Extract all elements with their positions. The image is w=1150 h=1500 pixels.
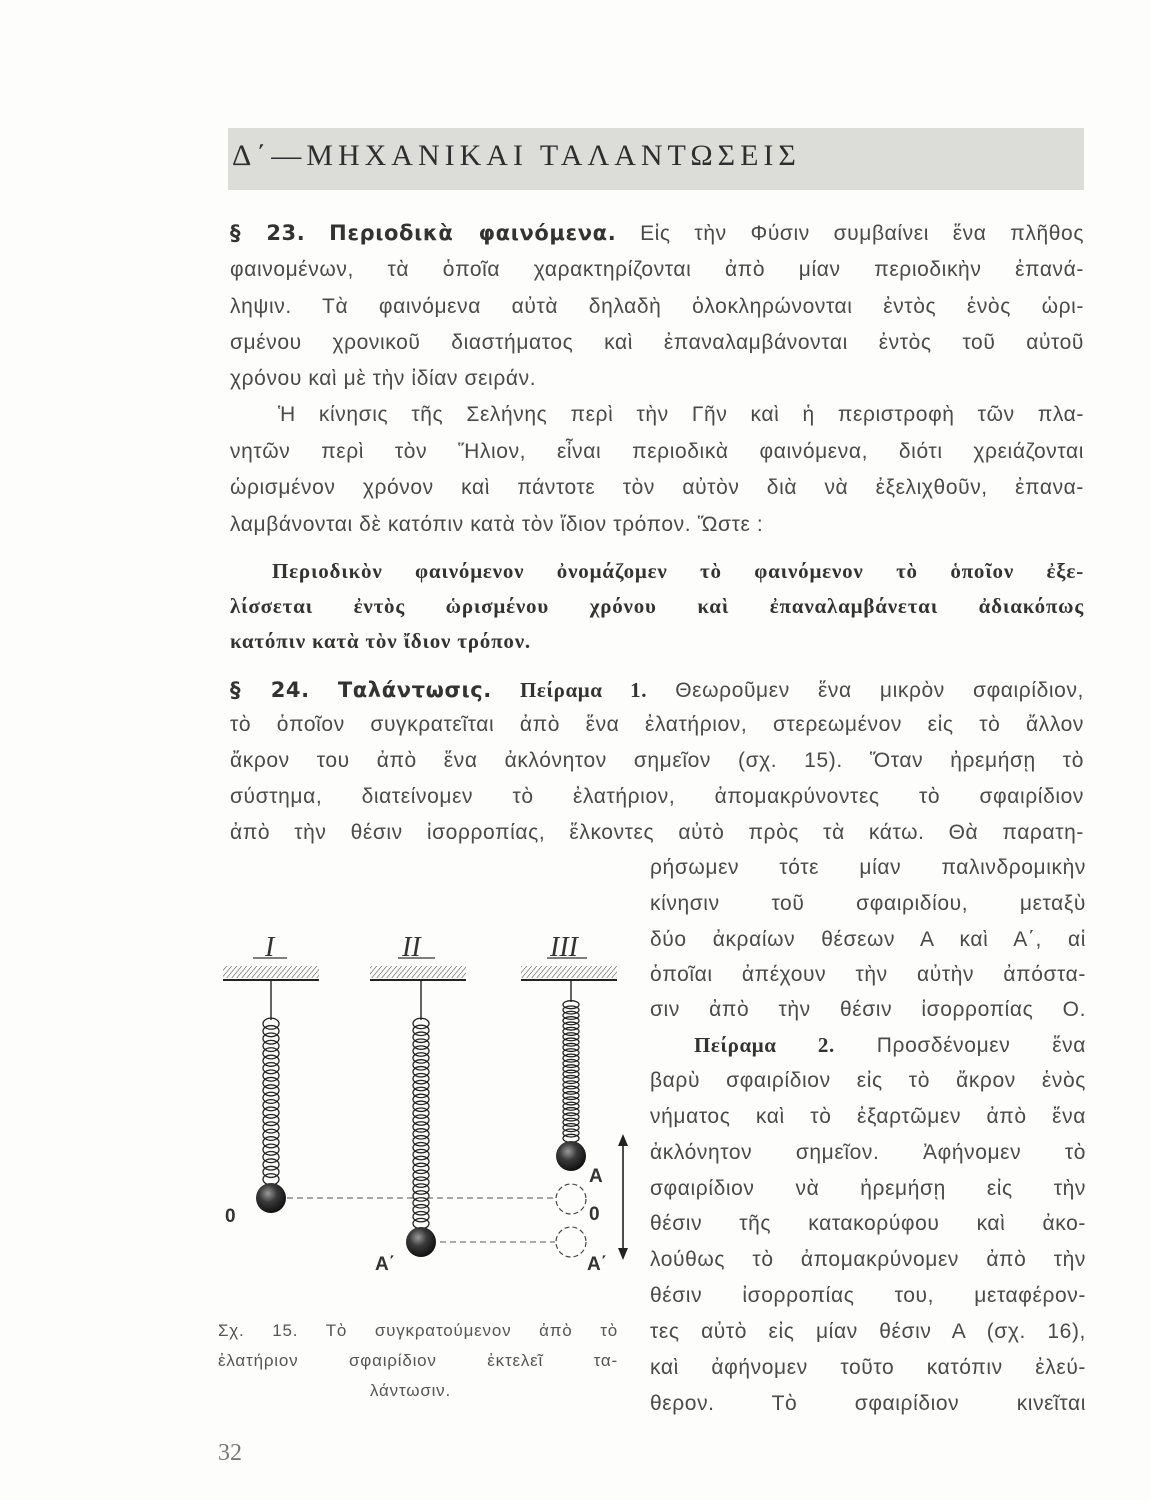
spring-1 bbox=[263, 980, 279, 1185]
section-23-line-4: σμένου χρονικοῦ διαστήματος καὶ ἐπαναλαμβάνονται ἐντὸς τοῦ αὐτοῦ bbox=[230, 331, 1084, 354]
ball-upper-extreme bbox=[556, 1141, 586, 1171]
right-col-line-2: κίνησιν τοῦ σφαιριδίου, μεταξὺ bbox=[650, 892, 1086, 915]
definition-line-2: λίσσεται ἐντὸς ὡρισμένου χρόνου καὶ ἐπαναλαμβάνεται ἀδιακόπως bbox=[230, 594, 1084, 618]
ceiling-support-1 bbox=[223, 966, 319, 980]
section-24-line-1: § 24. Ταλάντωσις. Πείραμα 1. Θεωροῦμεν ἕνα μικρὸν σφαιρίδιον, bbox=[230, 678, 1084, 702]
definition-line-3: κατόπιν κατὰ τὸν ἴδιον τρόπον. bbox=[230, 629, 531, 653]
amplitude-arrow bbox=[618, 1134, 628, 1260]
experiment-1-label: Πείραμα 1. bbox=[520, 678, 648, 702]
right-col-line-6: Πείραμα 2. Προσδένομεν ἕνα bbox=[694, 1033, 1086, 1057]
label-O-right: 0 bbox=[589, 1204, 600, 1225]
section-24-number: § 24. bbox=[230, 678, 310, 702]
label-A-prime-right: A΄ bbox=[587, 1254, 608, 1275]
right-col-line-5: σιν ἀπὸ τὴν θέσιν ἰσορροπίας Ο. bbox=[650, 998, 1086, 1021]
right-col-line-8: νήματος καὶ τὸ ἐξαρτῶμεν ἀπὸ ἕνα bbox=[650, 1105, 1086, 1128]
chapter-title: Δ΄—ΜΗΧΑΝΙΚΑΙ ΤΑΛΑΝΤΩΣΕΙΣ bbox=[232, 139, 801, 172]
section-24-line-5: ἀπὸ τὴν θέσιν ἰσορροπίας, ἕλκοντες αὐτὸ πρὸς τὰ κάτω. Θὰ παρατη- bbox=[230, 821, 1084, 844]
right-col-line-7: βαρὺ σφαιρίδιον εἰς τὸ ἄκρον ἑνὸς bbox=[650, 1069, 1086, 1092]
right-col-line-10: σφαιρίδιον νὰ ἠρεμήσῃ εἰς τὴν bbox=[650, 1177, 1086, 1200]
label-O-left: 0 bbox=[225, 1206, 236, 1227]
figure-caption-line-2: ἐλατήριον σφαιρίδιον ἐκτελεῖ τα- bbox=[218, 1351, 618, 1370]
section-23-para2-line-1: Ἡ κίνησις τῆς Σελήνης περὶ τὴν Γῆν καὶ ἡ περιστροφὴ τῶν πλα- bbox=[278, 403, 1084, 426]
right-col-line-12: λούθως τὸ ἀπομακρύνομεν ἀπὸ τὴν bbox=[650, 1248, 1086, 1271]
section-24-line-4: σύστημα, διατείνομεν τὸ ἐλατήριον, ἀπομακρύνοντες τὸ σφαιρίδιον bbox=[230, 785, 1084, 808]
section-24-line-2: τὸ ὁποῖον συγκρατεῖται ἀπὸ ἕνα ἐλατήριον, στερεωμένον εἰς τὸ ἄλλον bbox=[230, 713, 1084, 736]
page-number: 32 bbox=[218, 1440, 242, 1466]
ball-stretched bbox=[406, 1227, 436, 1257]
spring-2 bbox=[413, 980, 429, 1229]
spring-pendulum-figure bbox=[215, 920, 635, 1300]
right-col-line-11: θέσιν τῆς κατακορύφου καὶ ἀκο- bbox=[650, 1212, 1086, 1235]
right-col-line-14: τες αὐτὸ εἰς μίαν θέσιν Α (σχ. 16), bbox=[650, 1320, 1086, 1343]
figure-caption-line-1: Σχ. 15. Τὸ συγκρατούμενον ἀπὸ τὸ bbox=[218, 1321, 618, 1340]
section-23-para2-line-2: νητῶν περὶ τὸν Ἥλιον, εἶναι περιοδικὰ φαινόμενα, διότι χρειάζονται bbox=[230, 440, 1084, 463]
ghost-ball-lower bbox=[556, 1227, 586, 1257]
figure-label-1: I bbox=[265, 932, 275, 963]
section-23-para2-line-3: ὡρισμένον χρόνον καὶ πάντοτε τὸν αὐτὸν διὰ νὰ ἐξελιχθοῦν, ἐπανα- bbox=[230, 476, 1084, 499]
section-23-line-2: φαινομένων, τὰ ὁποῖα χαρακτηρίζονται ἀπὸ μίαν περιοδικὴν ἐπανά- bbox=[230, 258, 1084, 281]
section-23-line-3: ληψιν. Τὰ φαινόμενα αὐτὰ δηλαδὴ ὁλοκληρώνονται ἐντὸς ἑνὸς ὡρι- bbox=[230, 295, 1084, 318]
right-col-line-16: θερον. Τὸ σφαιρίδιον κινεῖται bbox=[650, 1392, 1086, 1415]
label-A: A bbox=[589, 1166, 603, 1187]
right-col-line-9: ἀκλόνητον σημεῖον. Ἀφήνομεν τὸ bbox=[650, 1141, 1086, 1164]
section-23-line-1: § 23. Περιοδικὰ φαινόμενα. Εἰς τὴν Φύσιν συμβαίνει ἕνα πλῆθος bbox=[230, 221, 1084, 245]
section-23-number: § 23. bbox=[230, 221, 306, 245]
section-24-line-3: ἄκρον του ἀπὸ ἕνα ἀκλόνητον σημεῖον (σχ. 15). Ὅταν ἠρεμήσῃ τὸ bbox=[230, 749, 1084, 772]
spring-3 bbox=[563, 980, 579, 1142]
right-col-line-15: καὶ ἀφήνομεν τοῦτο κατόπιν ἐλεύ- bbox=[650, 1356, 1086, 1379]
right-col-line-1: ρήσωμεν τότε μίαν παλινδρομικὴν bbox=[650, 856, 1086, 879]
label-A-prime-middle: A΄ bbox=[375, 1254, 396, 1275]
section-24-heading: Ταλάντωσις. bbox=[337, 678, 492, 702]
ghost-ball-equilibrium bbox=[556, 1184, 586, 1214]
experiment-2-label: Πείραμα 2. bbox=[694, 1033, 835, 1057]
right-col-line-3: δύο ἀκραίων θέσεων Α καὶ Α΄, αἱ bbox=[650, 928, 1086, 951]
figure-label-2: II bbox=[402, 932, 421, 963]
ceiling-support-2 bbox=[370, 966, 466, 980]
section-23-line-5: χρόνου καὶ μὲ τὴν ἰδίαν σειράν. bbox=[230, 367, 537, 390]
figure-caption-line-3: λάντωσιν. bbox=[370, 1381, 452, 1400]
section-23-para2-line-4: λαμβάνονται δὲ κατόπιν κατὰ τὸν ἴδιον τρόπον. Ὥστε : bbox=[230, 513, 764, 536]
right-col-line-13: θέσιν ἰσορροπίας του, μεταφέρον- bbox=[650, 1284, 1086, 1307]
ball-equilibrium bbox=[256, 1183, 286, 1213]
right-col-line-4: ὁποῖαι ἀπέχουν τὴν αὐτὴν ἀπόστα- bbox=[650, 963, 1086, 986]
ceiling-support-3 bbox=[521, 966, 617, 980]
section-23-heading: Περιοδικὰ φαινόμενα. bbox=[329, 221, 617, 245]
definition-line-1: Περιοδικὸν φαινόμενον ὀνομάζομεν τὸ φαινόμενον τὸ ὁποῖον ἐξε- bbox=[272, 559, 1084, 583]
figure-label-3: III bbox=[550, 932, 578, 963]
